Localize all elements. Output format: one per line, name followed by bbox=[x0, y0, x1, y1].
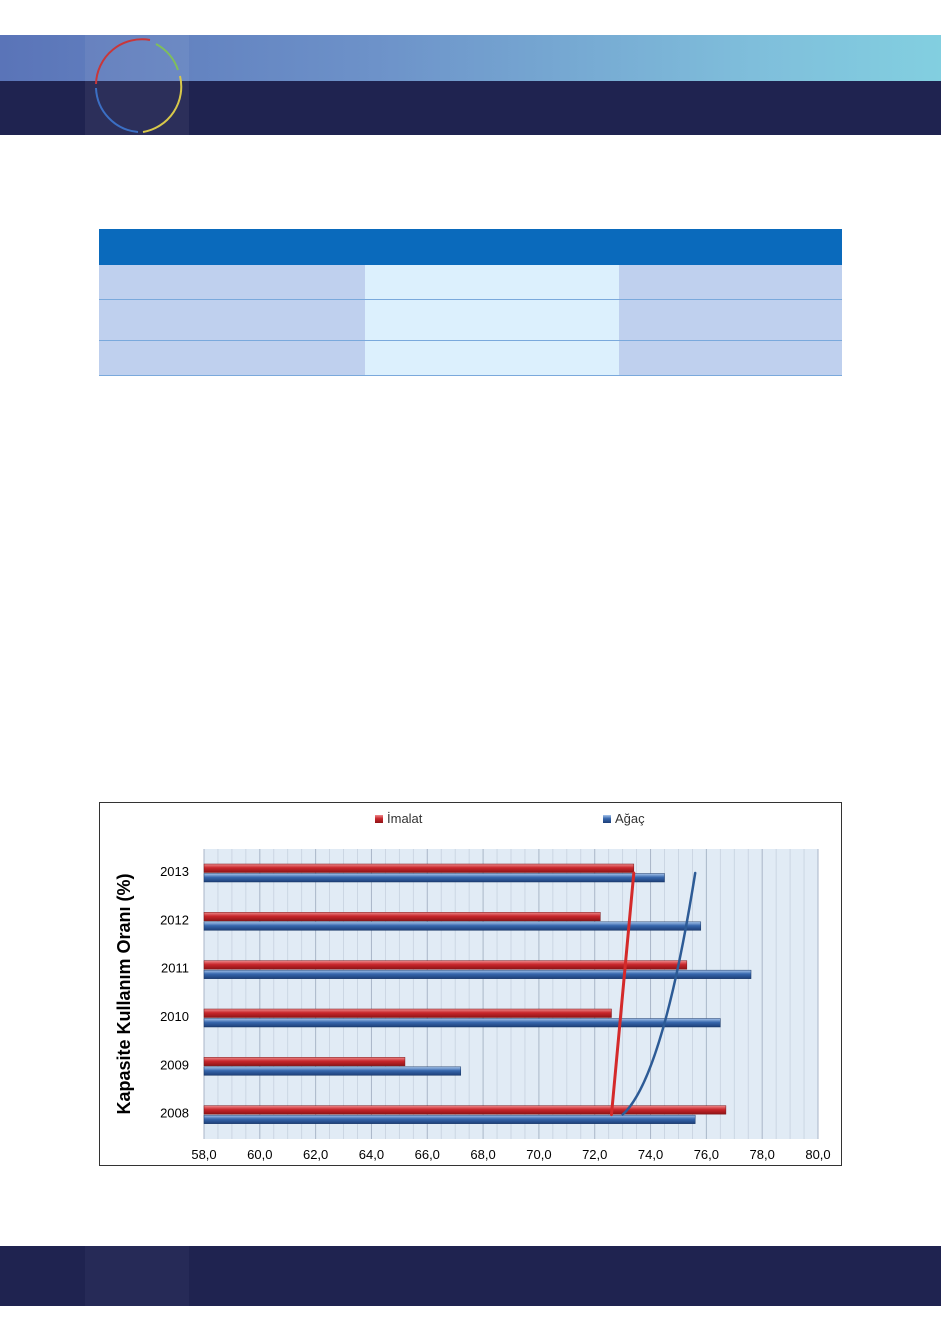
bar-imalat-2013 bbox=[204, 864, 634, 873]
x-tick-label: 58,0 bbox=[191, 1147, 217, 1162]
y-tick-label: 2010 bbox=[160, 1009, 189, 1024]
x-tick-label: 80,0 bbox=[805, 1147, 831, 1162]
x-tick-label: 68,0 bbox=[470, 1147, 496, 1162]
bar-imalat-2010 bbox=[204, 1009, 611, 1018]
table-row bbox=[99, 300, 842, 341]
table-header-cell bbox=[365, 229, 619, 265]
table-row bbox=[99, 341, 842, 376]
legend-swatch bbox=[375, 815, 383, 823]
x-tick-label: 64,0 bbox=[358, 1147, 385, 1162]
table-header-cell bbox=[619, 229, 842, 265]
table-cell bbox=[619, 300, 842, 341]
y-axis-label: Kapasite Kullanım Oranı (%) bbox=[114, 873, 134, 1115]
y-tick-label: 2008 bbox=[160, 1105, 189, 1121]
bar-agac-2012 bbox=[204, 922, 701, 931]
data-table bbox=[99, 229, 842, 376]
bar-agac-2008 bbox=[204, 1115, 695, 1124]
legend-label: Ağaç bbox=[615, 811, 645, 826]
bar-agac-2009 bbox=[204, 1067, 461, 1076]
bar-agac-2010 bbox=[204, 1019, 720, 1028]
y-tick-label: 2012 bbox=[160, 912, 189, 928]
y-tick-label: 2013 bbox=[160, 864, 189, 879]
x-tick-label: 76,0 bbox=[693, 1147, 720, 1162]
table-header-row bbox=[99, 229, 842, 265]
bar-imalat-2009 bbox=[204, 1057, 405, 1065]
capacity-chart bbox=[100, 803, 841, 1165]
x-tick-label: 78,0 bbox=[749, 1147, 775, 1162]
table-cell bbox=[619, 341, 842, 376]
y-tick-label: 2011 bbox=[161, 960, 189, 976]
x-tick-label: 72,0 bbox=[582, 1147, 608, 1162]
legend-swatch bbox=[603, 815, 611, 823]
table-header-cell bbox=[99, 229, 365, 265]
bar-agac-2013 bbox=[204, 874, 665, 883]
x-tick-label: 66,0 bbox=[414, 1147, 440, 1162]
bar-imalat-2012 bbox=[204, 912, 600, 921]
x-tick-label: 70,0 bbox=[526, 1147, 552, 1162]
legend bbox=[375, 811, 645, 826]
table-cell bbox=[365, 265, 619, 300]
table-cell bbox=[99, 265, 365, 300]
table-cell bbox=[365, 300, 619, 341]
table-row bbox=[99, 265, 842, 300]
bar-imalat-2008 bbox=[204, 1106, 726, 1115]
table-cell bbox=[619, 265, 842, 300]
table-cell bbox=[99, 300, 365, 341]
bar-agac-2011 bbox=[204, 970, 751, 979]
y-tick-label: 2009 bbox=[160, 1057, 189, 1073]
footer-block bbox=[85, 1246, 189, 1306]
legend-item-imalat bbox=[375, 811, 423, 826]
legend-label: İmalat bbox=[387, 811, 423, 826]
x-tick-label: 60,0 bbox=[247, 1147, 273, 1162]
ring-logo-icon bbox=[88, 36, 188, 136]
table-cell bbox=[365, 341, 619, 376]
x-tick-label: 62,0 bbox=[302, 1147, 329, 1162]
legend-item-agac bbox=[603, 811, 645, 826]
table-cell bbox=[99, 341, 365, 376]
x-tick-label: 74,0 bbox=[637, 1147, 664, 1162]
bar-imalat-2011 bbox=[204, 961, 687, 970]
chart-frame bbox=[99, 802, 842, 1166]
